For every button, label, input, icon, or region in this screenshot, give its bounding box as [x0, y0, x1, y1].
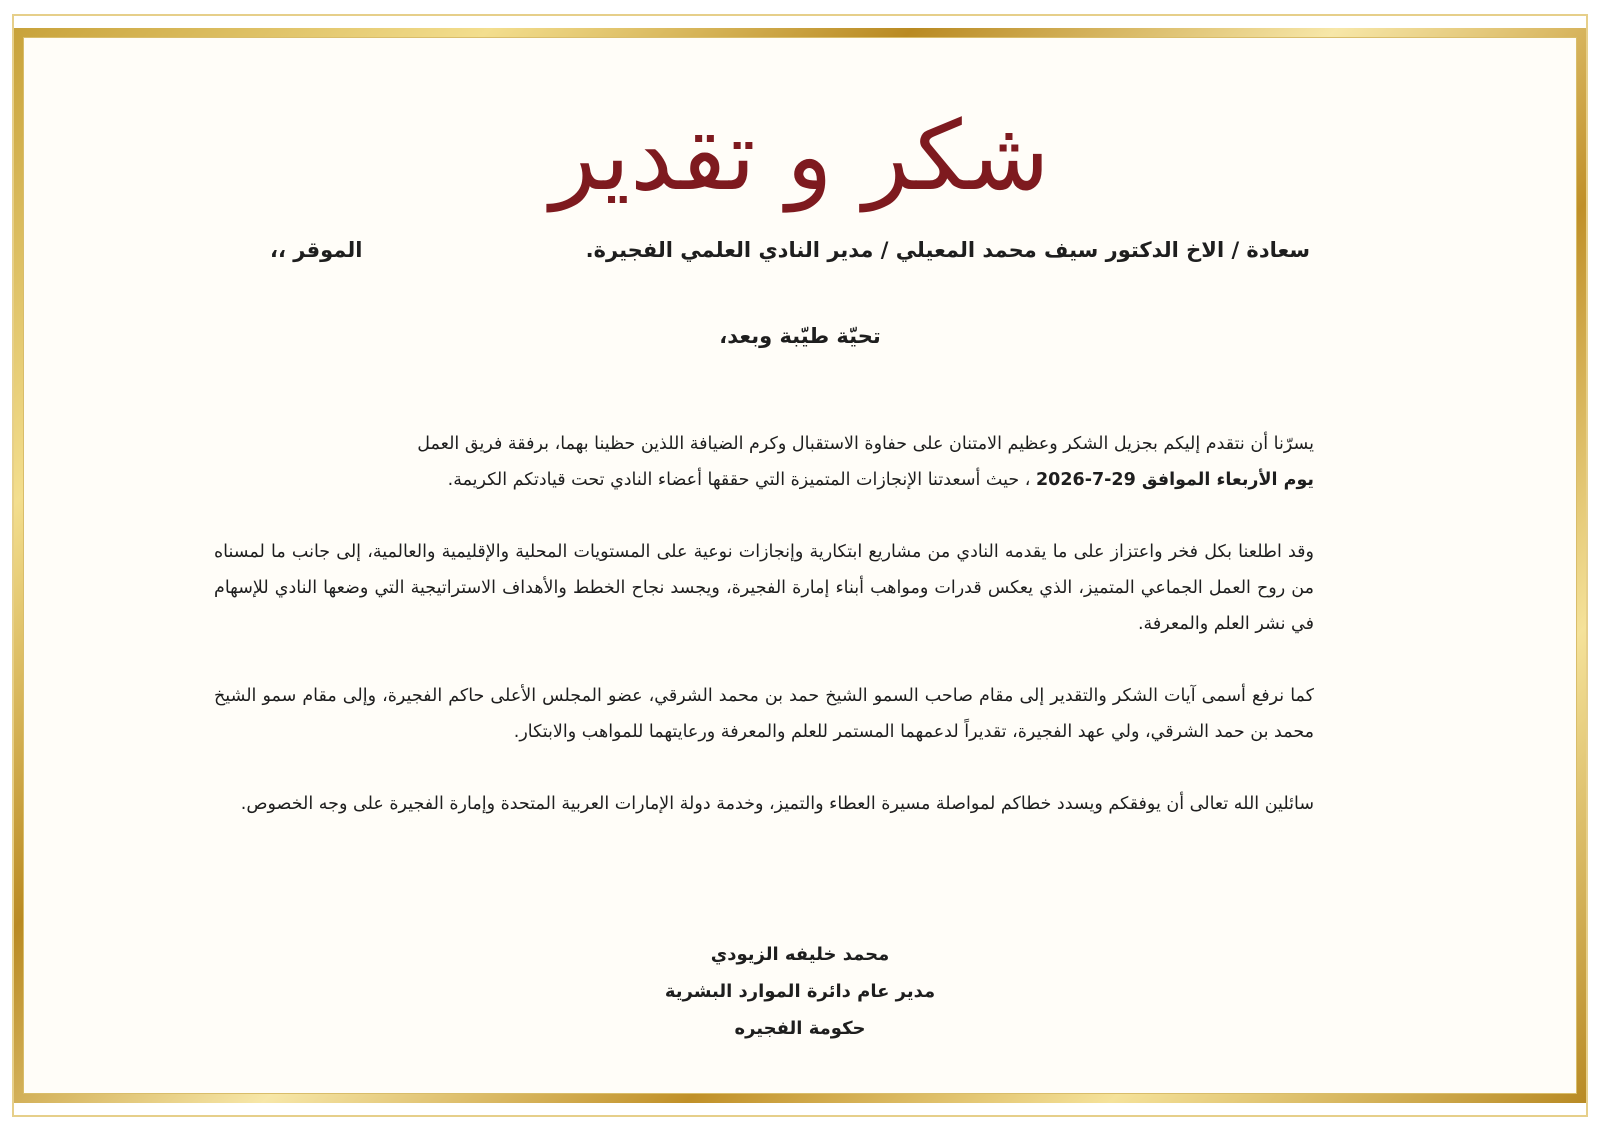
greeting: تحيّة طيّبة وبعد، [719, 324, 881, 348]
letter-body-area [23, 37, 1577, 1094]
visit-date: يوم الأربعاء الموافق 29-7-2026 [1035, 470, 1314, 490]
addressee-line [24, 238, 1576, 274]
gold-border-frame [14, 28, 1586, 1103]
addressee-name: سعادة / الاخ الدكتور سيف محمد المعيلي / مدير النادي العلمي الفجيرة. [585, 238, 1310, 262]
letter-title: شكر و تقدير [550, 100, 1050, 212]
signatory-name: محمد خليفه الزيودي [710, 944, 890, 965]
paragraph-1-line-1: يسرّنا أن نتقدم إليكم بجزيل الشكر وعظيم الامتنان على حفاوة الاستقبال وكرم الضيافة اللذين حظينا بهما، برفقة فريق العمل [417, 434, 1314, 454]
signatory-position: مدير عام دائرة الموارد البشرية [664, 981, 936, 1002]
paragraph-1-line-2: ، حيث أسعدتنا الإنجازات المتميزة التي حققها أعضاء النادي تحت قيادتكم الكريمة. [447, 470, 1036, 490]
paragraph-2: وقد اطلعنا بكل فخر واعتزاز على ما يقدمه النادي من مشاريع ابتكارية وإنجازات نوعية على المستويات المحلية والإقليمية والعالمية، إلى جانب ما لمسناه من روح العمل الجماعي المتميز، الذي يعكس قدرات ومواهب أبناء إمارة الفجيرة، ويجسد نجاح الخطط والأهداف الاستراتيجية التي وضعها النادي للإسهام في نشر العلم والمعرفة. [214, 542, 1314, 634]
paragraph-3: كما نرفع أسمى آيات الشكر والتقدير إلى مقام صاحب السمو الشيخ حمد بن محمد الشرقي، عضو المجلس الأعلى حاكم الفجيرة، وإلى مقام سمو الشيخ محمد بن حمد الشرقي، ولي عهد الفجيرة، تقديراً لدعمهما المستمر للعلم والمعرفة ورعايتهما للمواهب والابتكار. [214, 686, 1314, 742]
signature-block [24, 936, 1576, 1047]
paragraph-4: سائلين الله تعالى أن يوفقكم ويسدد خطاكم لمواصلة مسيرة العطاء والتميز، وخدمة دولة الإمارات العربية المتحدة وإمارة الفجيرة على وجه الخصوص. [240, 794, 1314, 814]
paragraph-1 [334, 426, 1314, 498]
letter-body [214, 426, 1314, 858]
addressee-honorific: الموقر ،، [270, 238, 363, 262]
signatory-organization: حكومة الفجيره [734, 1018, 866, 1039]
